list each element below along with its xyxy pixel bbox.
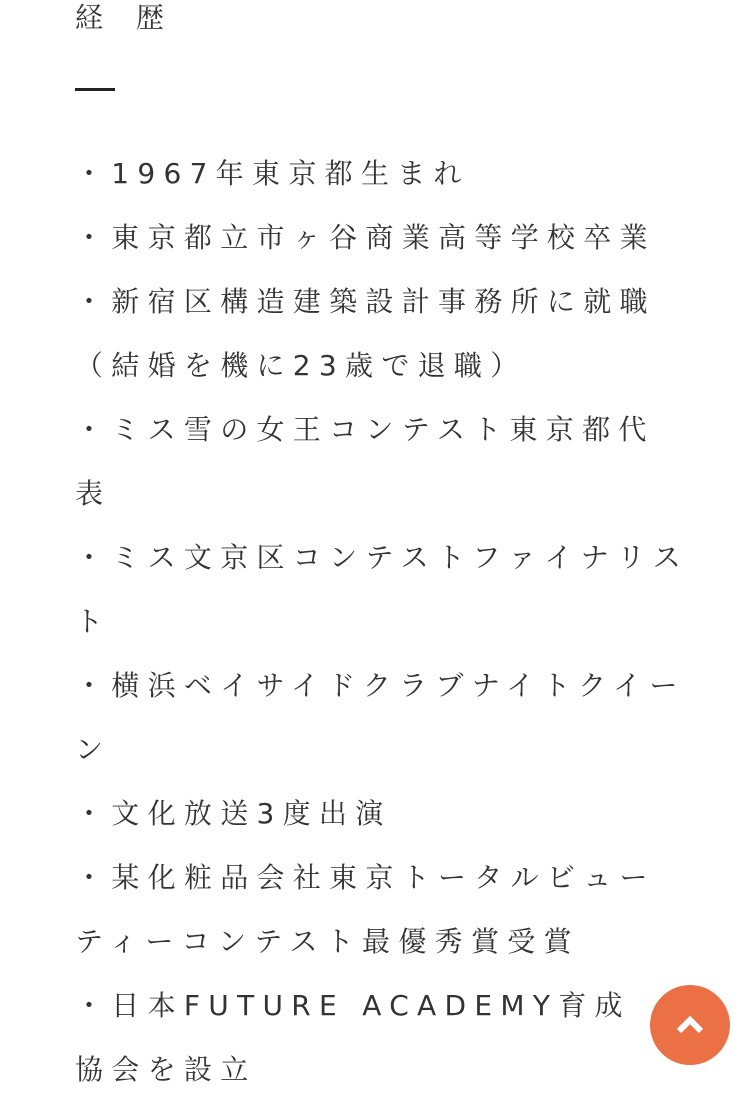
back-to-top-button[interactable]: [650, 985, 730, 1065]
list-item: [75, 974, 695, 1102]
list-item-line: ン: [75, 733, 112, 766]
list-item-line: 協会を設立: [75, 1053, 257, 1086]
list-item-line: ト: [75, 605, 112, 638]
list-item: [75, 526, 695, 654]
list-item-line: 表: [75, 477, 112, 510]
list-item-line: ・新宿区構造建築設計事務所に就職: [75, 285, 656, 318]
list-item-line: ・某化粧品会社東京トータルビュー: [75, 861, 656, 894]
list-item-line: ・横浜ベイサイドクラブナイトクイー: [75, 669, 686, 702]
title-divider: [75, 88, 115, 91]
list-item-line: ・1967年東京都生まれ: [75, 157, 470, 190]
list-item-line: （結婚を機に23歳で退職）: [75, 349, 527, 382]
list-item: [75, 398, 695, 526]
chevron-up-icon: [675, 1013, 705, 1035]
list-item-line: ・ミス文京区コンテストファイナリス: [75, 541, 690, 574]
list-item: [75, 270, 695, 398]
career-list: [75, 142, 695, 1102]
list-item: [75, 654, 695, 782]
list-item-line: ・ミス雪の女王コンテスト東京都代: [75, 413, 655, 446]
section-title: 経 歴: [75, 1, 176, 34]
list-item-line: ・東京都立市ヶ谷商業高等学校卒業: [75, 221, 656, 254]
list-item: [75, 846, 695, 974]
list-item-line: ・文化放送3度出演: [75, 797, 392, 830]
list-item-line: ティーコンテスト最優秀賞受賞: [75, 925, 580, 958]
list-item: [75, 206, 695, 270]
list-item: [75, 142, 695, 206]
list-item: [75, 782, 695, 846]
list-item-line: ・日本FUTURE ACADEMY育成: [75, 989, 631, 1022]
